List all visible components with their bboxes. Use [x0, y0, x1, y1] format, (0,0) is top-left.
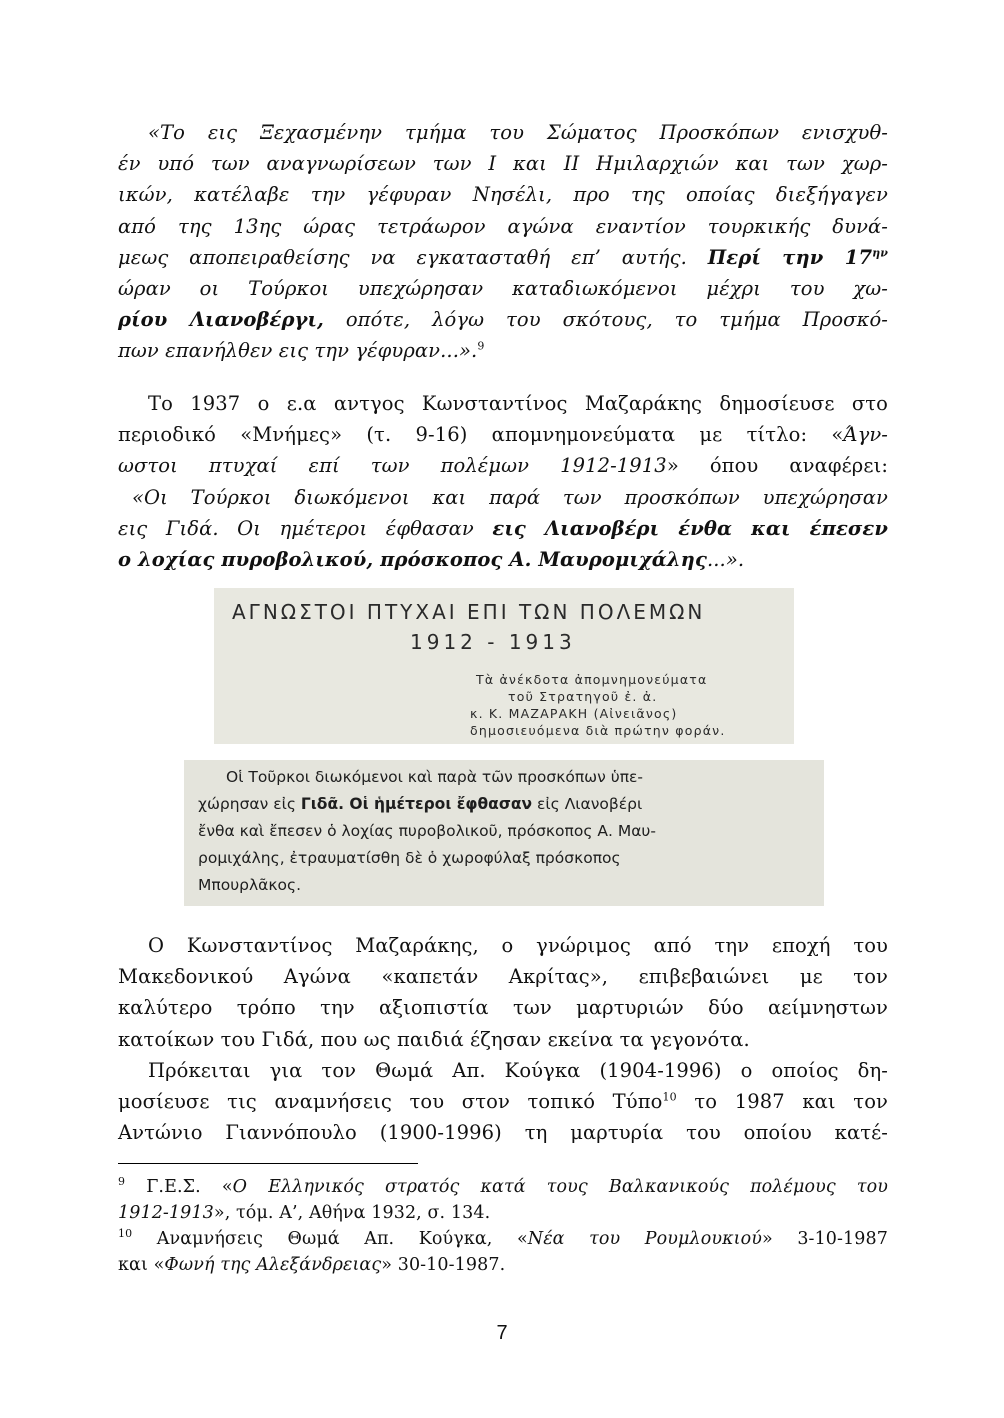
- text-line: Πρόκειται για τον Θωμά Απ. Κούγκα (1904-1996) ο οποίος δη-: [148, 1059, 888, 1082]
- text-run: και «: [118, 1255, 165, 1275]
- clipping-line: ρομιχάλης, ἐτραυματίσθη δὲ ὁ χωροφύλαξ πρόσκοπος: [198, 849, 621, 867]
- text-line: Το 1937 ο ε.α αντγος Κωνσταντίνος Μαζαράκης δημοσίευσε στο: [148, 392, 888, 415]
- clipping-subtitle: δημοσιευόμενα διὰ πρώτην φοράν.: [470, 723, 726, 738]
- italic-run: Ο Ελληνικός στρατός κατά τους Βαλκανικούς πολέμους του: [232, 1177, 888, 1197]
- italic-run: 1912-1913: [118, 1203, 214, 1223]
- footnote-10-cont: [118, 1252, 888, 1278]
- italic-run: ωστοι πτυχαί επί των πολέμων 1912-1913: [118, 454, 667, 478]
- text-line: [118, 513, 888, 544]
- clipping-subtitle: τοῦ Στρατηγοῦ ἐ. ἀ.: [508, 689, 658, 704]
- text-line: [118, 304, 888, 335]
- bold-run: Περί την 17: [707, 245, 873, 269]
- superscript: ην: [872, 246, 888, 260]
- quote-block-1: [118, 117, 888, 367]
- footnote-divider: [118, 1163, 418, 1164]
- footnote-number: 9: [118, 1175, 126, 1189]
- footnote-ref: 9: [477, 339, 485, 353]
- clipping-line: [198, 795, 642, 813]
- text-line: «Οι Τούρκοι διωκόμενοι και παρά των προσκόπων υπεχώρησαν: [132, 485, 888, 509]
- paragraph-2: [118, 930, 888, 1055]
- italic-run: Φωνή της Αλεξάνδρειας: [164, 1255, 382, 1275]
- text-run: ...».: [706, 548, 745, 572]
- clipping-subtitle: Τὰ ἀνέκδοτα ἀπομνημονεύματα: [476, 672, 708, 687]
- footnote-9: [118, 1174, 888, 1200]
- text-run: εις Γιδά. Οι ημέτεροι έφθασαν: [118, 516, 474, 540]
- text-run: μοσίευσε τις αναμνήσεις του στον τοπικό Τύπο: [118, 1090, 663, 1114]
- text-run: » όπου αναφέρει:: [666, 454, 888, 478]
- text-run: πων επανήλθεν εις την γέφυραν...».: [118, 339, 478, 363]
- text-line: [118, 544, 888, 575]
- text-line: [118, 450, 888, 481]
- text-line: έν υπό των αναγνωρίσεων των Ι και ΙΙ Ημιλαρχιών και των χωρ-: [118, 152, 888, 176]
- bold-run: ο λοχίας πυροβολικού, πρόσκοπος Α. Μαυρομιχάλης: [118, 548, 707, 572]
- text-run: μεως αποπειραθείσης να εγκατασταθή επ’ αυτής.: [118, 245, 687, 269]
- text-run: οπότε, λόγω του σκότους, το τμήμα Προσκό-: [345, 308, 888, 332]
- clipping-title: ΑΓΝΩΣΤΟΙ ΠΤΥΧΑΙ ΕΠΙ ΤΩΝ ΠΟΛΕΜΩΝ: [232, 600, 706, 624]
- newspaper-clipping-excerpt: [184, 760, 824, 906]
- text-line: Ο Κωνσταντίνος Μαζαράκης, ο γνώριμος από την εποχή του: [148, 934, 888, 957]
- page-number: 7: [496, 1322, 508, 1344]
- clipping-years: 1912 - 1913: [410, 630, 576, 654]
- text-run: εἰς Λιανοβέρι: [537, 795, 643, 813]
- clipping-line: ἔνθα καὶ ἔπεσεν ὁ λοχίας πυροβολικοῦ, πρόσκοπος Α. Μαυ-: [198, 822, 656, 840]
- italic-run: Νέα του Ρουμλουκιού: [527, 1229, 762, 1249]
- text-run: περιοδικό «Μνήμες» (τ. 9-16) απομνημονεύματα με τίτλο: «: [118, 423, 844, 447]
- text-line: ώραν οι Τούρκοι υπεχώρησαν καταδιωκόμενοι μέχρι του χω-: [118, 277, 888, 301]
- text-run: Αναμνήσεις Θωμά Απ. Κούγκα, «: [132, 1229, 528, 1249]
- footnotes: [118, 1174, 888, 1278]
- italic-run: Άγν-: [843, 423, 888, 447]
- text-line: κατοίκων του Γιδά, που ως παιδιά έζησαν εκείνα τα γεγονότα.: [118, 1027, 750, 1051]
- text-line: [118, 419, 888, 450]
- footnote-number: 10: [118, 1227, 133, 1241]
- text-line: [118, 242, 888, 273]
- footnote-9-cont: [118, 1200, 888, 1226]
- clipping-subtitle: κ. Κ. ΜΑΖΑΡΑΚΗ (Αἰνειᾶνος): [470, 706, 678, 721]
- clipping-line: Οἱ Τοῦρκοι διωκόμενοι καὶ παρὰ τῶν προσκόπων ὑπε-: [226, 768, 644, 786]
- text-run: το 1987 και τον: [676, 1090, 888, 1114]
- text-run: » 3-10-1987: [762, 1229, 888, 1249]
- bold-run: Γιδᾶ. Οἱ ἡμέτεροι ἔφθασαν: [300, 795, 533, 813]
- text-line: [118, 335, 888, 366]
- paragraph-3: [118, 1055, 888, 1149]
- text-line: Μακεδονικού Αγώνα «καπετάν Ακρίτας», επιβεβαιώνει με τον: [118, 965, 888, 989]
- bold-run: ρίου Λιανοβέργι,: [118, 308, 324, 332]
- text-line: καλύτερο τρόπο την αξιοπιστία των μαρτυριών δύο αείμνηστων: [118, 996, 888, 1020]
- text-run: », τόμ. Α’, Αθήνα 1932, σ. 134.: [213, 1203, 491, 1223]
- text-run: Γ.Ε.Σ. «: [125, 1177, 233, 1197]
- text-line: [118, 1086, 888, 1117]
- text-run: » 30-10-1987.: [381, 1255, 506, 1275]
- text-line: από της 13ης ώρας τετράωρον αγώνα εναντίον τουρκικής δυνά-: [118, 214, 888, 238]
- clipping-line: Μπουρλᾶκος.: [198, 876, 302, 894]
- bold-run: εις Λιανοβέρι ένθα και έπεσεν: [492, 516, 888, 540]
- text-line: Αντώνιο Γιαννόπουλο (1900-1996) τη μαρτυρία του οποίου κατέ-: [118, 1121, 888, 1145]
- paragraph-1: [118, 388, 888, 575]
- text-line: «Το εις Ξεχασμένην τμήμα του Σώματος Προσκόπων ενισχυθ-: [148, 121, 888, 144]
- footnote-ref: 10: [662, 1090, 677, 1104]
- text-line: ικών, κατέλαβε την γέφυραν Νησέλι, προ της οποίας διεξήγαγεν: [118, 183, 888, 207]
- text-run: χώρησαν εἰς: [198, 795, 296, 813]
- footnote-10: [118, 1226, 888, 1252]
- newspaper-clipping-title: [214, 588, 794, 744]
